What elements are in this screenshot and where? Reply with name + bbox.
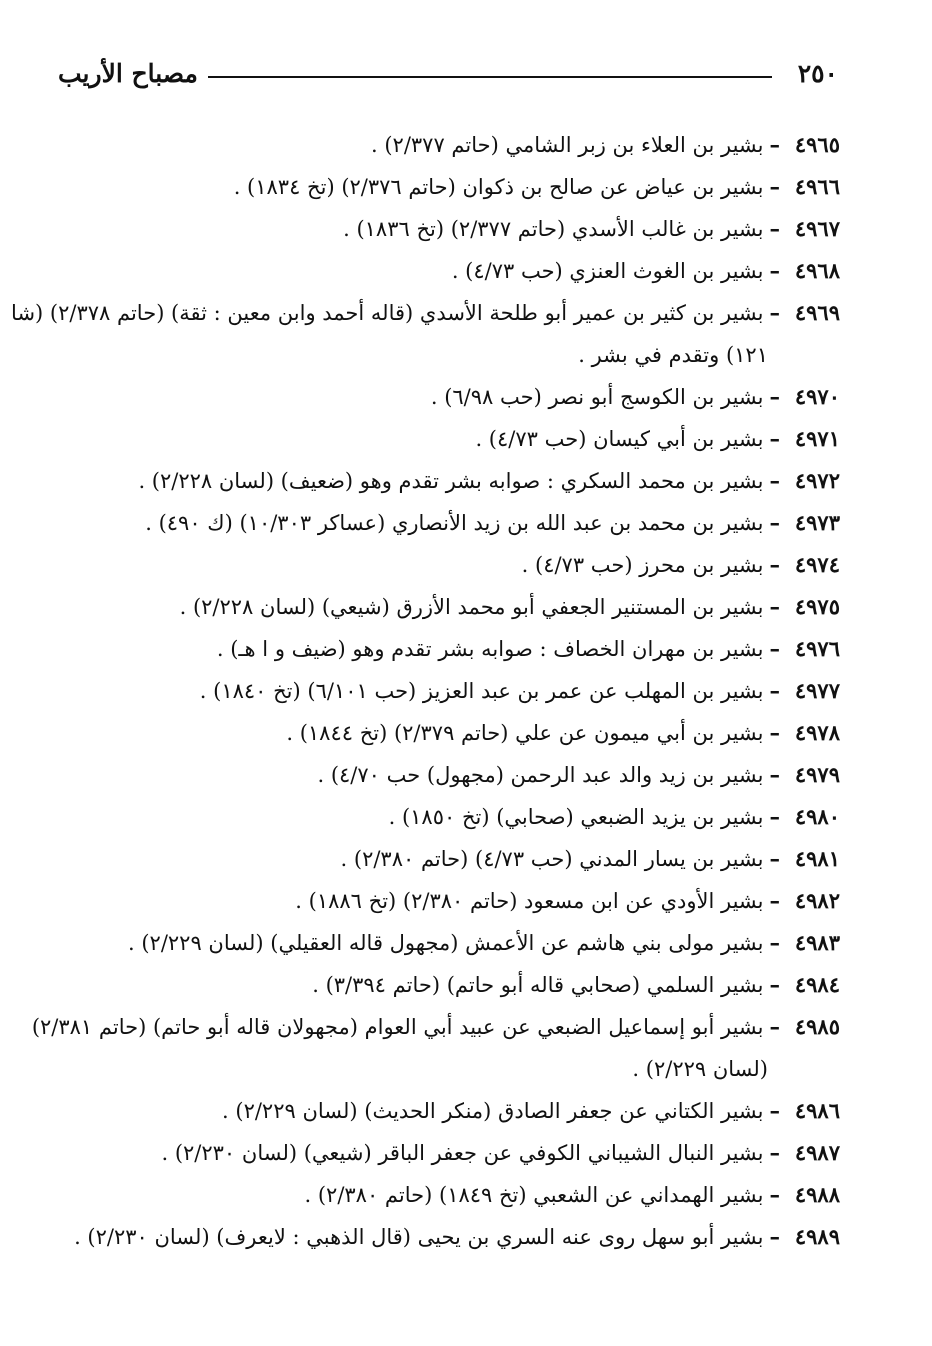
entry-continuation: ١٢١) وتقدم في بشر . xyxy=(578,343,768,367)
entry-number: ٤٩٦٧ xyxy=(794,216,840,241)
entry-dash: – xyxy=(769,468,780,493)
entry-list xyxy=(11,124,840,1258)
entry-row xyxy=(50,880,840,922)
entry-number: ٤٩٨٢ xyxy=(794,888,840,913)
entry-row xyxy=(50,964,840,1006)
entry-text: بشير أبو سهل روى عنه السري بن يحيى (قال الذهبي : لايعرف) (لسان ٢/٢٣٠) . xyxy=(74,1225,764,1249)
entry-number: ٤٩٨٧ xyxy=(794,1140,840,1165)
entry-text: بشير بن أبي كيسان (حب ٤/٧٣) . xyxy=(475,427,764,451)
entry-continuation: (لسان ٢/٢٢٩) . xyxy=(632,1057,768,1081)
entry-dash: – xyxy=(769,888,780,913)
entry-number: ٤٩٨٠ xyxy=(794,804,840,829)
entry-text: بشير الهمداني عن الشعبي (تخ ١٨٤٩) (حاتم ٢/٣٨٠) . xyxy=(304,1183,764,1207)
entry-number: ٤٩٧٧ xyxy=(794,678,840,703)
entry-line xyxy=(452,259,840,283)
entry-line xyxy=(286,721,840,745)
entry-number: ٤٩٧٠ xyxy=(794,384,840,409)
entry-row xyxy=(50,460,840,502)
entry-number: ٤٩٧٥ xyxy=(794,594,840,619)
entry-line xyxy=(234,175,840,199)
entry-line xyxy=(317,763,840,787)
header-rule xyxy=(208,76,772,78)
entry-line xyxy=(312,973,840,997)
entry-dash: – xyxy=(769,258,780,283)
running-header xyxy=(58,56,838,96)
entry-text: بشير بن زيد والد عبد الرحمن (مجهول) حب ٤/٧٠) . xyxy=(317,763,764,787)
entry-row xyxy=(31,1006,840,1090)
entry-dash: – xyxy=(769,594,780,619)
entry-line xyxy=(305,1183,841,1207)
entry-text: بشير النبال الشيباني الكوفي عن جعفر الباقر (شيعي) (لسان ٢/٢٣٠) . xyxy=(161,1141,764,1165)
entry-number: ٤٩٧٦ xyxy=(794,636,840,661)
entry-dash: – xyxy=(769,636,780,661)
entry-number: ٤٩٧٤ xyxy=(794,552,840,577)
entry-row xyxy=(50,124,840,166)
entry-dash: – xyxy=(769,300,780,325)
entry-dash: – xyxy=(769,1140,780,1165)
entry-text: بشير بن محمد السكري : صوابه بشر تقدم وهو (ضعيف) (لسان ٢/٢٢٨) . xyxy=(138,469,764,493)
entry-row xyxy=(50,1174,840,1216)
entry-row xyxy=(50,418,840,460)
entry-number: ٤٩٨١ xyxy=(794,846,840,871)
entry-text: بشير الأودي عن ابن مسعود (حاتم ٢/٣٨٠) (تخ ١٨٨٦) . xyxy=(295,889,764,913)
entry-text: بشير بن أبي ميمون عن علي (حاتم ٢/٣٧٩) (تخ ١٨٤٤) . xyxy=(286,721,764,745)
entry-row xyxy=(50,712,840,754)
entry-line xyxy=(341,847,840,871)
entry-line xyxy=(222,1099,840,1123)
entry-text: بشير بن مهران الخصاف : صوابه بشر تقدم وهو (ضيف و ا هـ) . xyxy=(216,637,764,661)
entry-text: بشير الكتاني عن جعفر الصادق (منكر الحديث) (لسان ٢/٢٢٩) . xyxy=(222,1099,764,1123)
page-number: ٢٥٠ xyxy=(797,59,838,88)
entry-dash: – xyxy=(769,1182,780,1207)
entry-line xyxy=(180,595,840,619)
entry-dash: – xyxy=(769,426,780,451)
entry-line xyxy=(200,679,840,703)
entry-dash: – xyxy=(769,762,780,787)
entry-line xyxy=(138,469,840,493)
entry-number: ٤٩٧٨ xyxy=(794,720,840,745)
entry-text: بشير بن يسار المدني (حب ٤/٧٣) (حاتم ٢/٣٨٠) . xyxy=(340,847,764,871)
entry-row xyxy=(50,922,840,964)
entry-dash: – xyxy=(769,846,780,871)
entry-number: ٤٩٧٢ xyxy=(794,468,840,493)
entry-number: ٤٩٨٤ xyxy=(794,972,840,997)
entry-line xyxy=(74,1225,840,1249)
entry-text: بشير بن عياض عن صالح بن ذكوان (حاتم ٢/٣٧٦) (تخ ١٨٣٤) . xyxy=(233,175,764,199)
entry-line xyxy=(128,931,840,955)
entry-dash: – xyxy=(769,384,780,409)
entry-line xyxy=(31,1006,840,1048)
entry-dash: – xyxy=(769,804,780,829)
entry-text: بشير بن العلاء بن زبر الشامي (حاتم ٢/٣٧٧) . xyxy=(371,133,764,157)
entry-line xyxy=(475,427,840,451)
entry-dash: – xyxy=(769,930,780,955)
entry-line xyxy=(217,637,840,661)
entry-line xyxy=(431,385,840,409)
entry-row xyxy=(50,250,840,292)
entry-dash: – xyxy=(769,1098,780,1123)
entry-line xyxy=(343,217,840,241)
entry-line xyxy=(371,133,840,157)
entry-number: ٤٩٨٥ xyxy=(794,1014,840,1039)
entry-text: بشير أبو إسماعيل الضبعي عن عبيد أبي العوام (مجهولان قاله أبو حاتم) (حاتم ٢/٣٨١) xyxy=(31,1015,764,1039)
entry-line xyxy=(389,805,840,829)
entry-row xyxy=(50,796,840,838)
entry-row xyxy=(50,376,840,418)
entry-line xyxy=(161,1141,840,1165)
entry-text: بشير بن المهلب عن عمر بن عبد العزيز (حب ٦/١٠١) (تخ ١٨٤٠) . xyxy=(199,679,764,703)
entry-number: ٤٩٦٩ xyxy=(794,300,840,325)
entry-dash: – xyxy=(769,1224,780,1249)
entry-number: ٤٩٨٩ xyxy=(794,1224,840,1249)
entry-number: ٤٩٦٨ xyxy=(794,258,840,283)
entry-number: ٤٩٦٦ xyxy=(794,174,840,199)
entry-line xyxy=(11,292,840,334)
entry-text: بشير بن الكوسج أبو نصر (حب ٦/٩٨) . xyxy=(430,385,764,409)
book-title: مصباح الأريب xyxy=(58,59,198,88)
entry-dash: – xyxy=(769,174,780,199)
entry-text: بشير بن يزيد الضبعي (صحابي) (تخ ١٨٥٠) . xyxy=(388,805,764,829)
entry-row xyxy=(50,502,840,544)
entry-row xyxy=(50,754,840,796)
entry-number: ٤٩٧١ xyxy=(794,426,840,451)
entry-dash: – xyxy=(769,972,780,997)
entry-dash: – xyxy=(769,678,780,703)
entry-line xyxy=(295,889,840,913)
entry-row xyxy=(50,208,840,250)
entry-row xyxy=(50,1132,840,1174)
entry-number: ٤٩٨٨ xyxy=(794,1182,840,1207)
entry-dash: – xyxy=(769,552,780,577)
entry-row xyxy=(50,628,840,670)
entry-text: بشير بن غالب الأسدي (حاتم ٢/٣٧٧) (تخ ١٨٣٦) . xyxy=(343,217,764,241)
entry-text: بشير بن كثير بن عمير أبو طلحة الأسدي (قاله أحمد وابن معين : ثقة) (حاتم ٢/٣٧٨) (شا xyxy=(11,301,764,325)
entry-line xyxy=(145,511,840,535)
entry-dash: – xyxy=(769,132,780,157)
entry-number: ٤٩٨٣ xyxy=(794,930,840,955)
entry-number: ٤٩٧٣ xyxy=(794,510,840,535)
entry-row xyxy=(50,1090,840,1132)
entry-line xyxy=(522,553,840,577)
entry-text: بشير مولى بني هاشم عن الأعمش (مجهول قاله العقيلي) (لسان ٢/٢٢٩) . xyxy=(128,931,764,955)
entry-row xyxy=(50,1216,840,1258)
entry-row xyxy=(50,838,840,880)
entry-number: ٤٩٨٦ xyxy=(794,1098,840,1123)
entry-text: بشير بن الغوث العنزي (حب ٤/٧٣) . xyxy=(451,259,764,283)
entry-text: بشير السلمي (صحابي قاله أبو حاتم) (حاتم ٣/٣٩٤) . xyxy=(312,973,764,997)
entry-row xyxy=(50,670,840,712)
entry-text: بشير بن المستنير الجعفي أبو محمد الأزرق (شيعي) (لسان ٢/٢٢٨) . xyxy=(179,595,764,619)
entry-dash: – xyxy=(769,720,780,745)
entry-row xyxy=(50,166,840,208)
entry-text: بشير بن محمد بن عبد الله بن زيد الأنصاري (عساكر ١٠/٣٠٣) (ك ٤٩٠) . xyxy=(145,511,764,535)
entry-dash: – xyxy=(769,216,780,241)
entry-text: بشير بن محرز (حب ٤/٧٣) . xyxy=(521,553,764,577)
entry-row xyxy=(50,544,840,586)
entry-dash: – xyxy=(769,1014,780,1039)
entry-dash: – xyxy=(769,510,780,535)
entry-row xyxy=(50,586,840,628)
entry-number: ٤٩٦٥ xyxy=(794,132,840,157)
entry-row xyxy=(11,292,840,376)
entry-number: ٤٩٧٩ xyxy=(794,762,840,787)
